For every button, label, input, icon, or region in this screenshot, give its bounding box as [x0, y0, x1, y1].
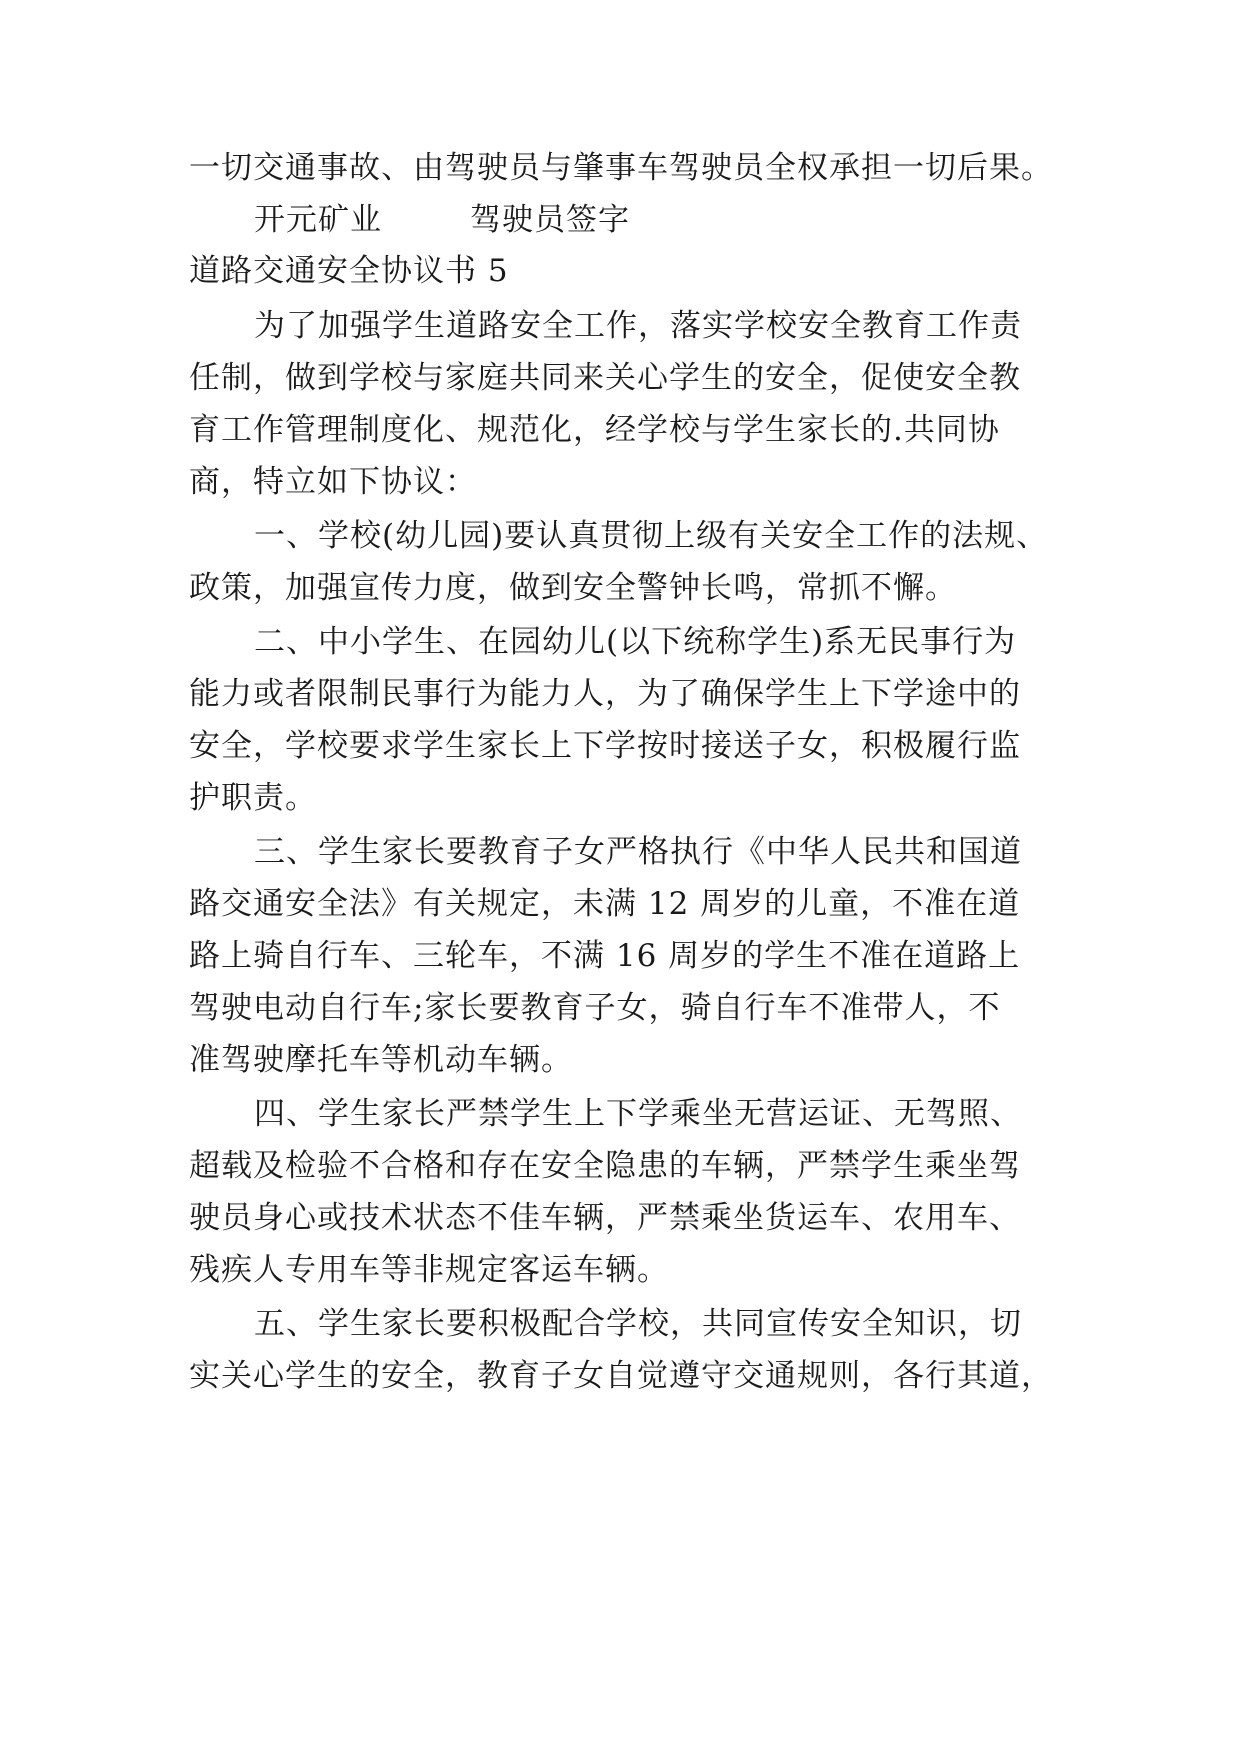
- paragraph-line: 驾驶电动自行车;家长要教育子女，骑自行车不准带人，不: [189, 990, 1001, 1026]
- paragraph-line: 五、学生家长要积极配合学校，共同宣传安全知识，切: [254, 1306, 1022, 1342]
- paragraph-line: 能力或者限制民事行为能力人，为了确保学生上下学途中的: [189, 676, 1021, 712]
- document-heading: 道路交通安全协议书 5: [189, 253, 509, 289]
- paragraph-line: 驶员身心或技术状态不佳车辆，严禁乘坐货运车、农用车、: [189, 1200, 1021, 1236]
- paragraph-line: 任制，做到学校与家庭共同来关心学生的安全，促使安全教: [189, 360, 1021, 396]
- paragraph-line: 护职责。: [189, 780, 317, 816]
- paragraph-line: 四、学生家长严禁学生上下学乘坐无营运证、无驾照、: [254, 1096, 1022, 1132]
- paragraph-line: 安全，学校要求学生家长上下学按时接送子女，积极履行监: [189, 728, 1021, 764]
- signature-company: 开元矿业: [254, 202, 382, 238]
- paragraph-line: 为了加强学生道路安全工作，落实学校安全教育工作责: [254, 308, 1022, 344]
- previous-agreement-tail: 一切交通事故、由驾驶员与肇事车驾驶员全权承担一切后果。: [189, 150, 1053, 186]
- paragraph-line: 育工作管理制度化、规范化，经学校与学生家长的.共同协: [189, 412, 1000, 448]
- paragraph-line: 一、学校(幼儿园)要认真贯彻上级有关安全工作的法规、: [254, 518, 1049, 554]
- paragraph-line: 路交通安全法》有关规定，未满 12 周岁的儿童，不准在道: [189, 886, 1021, 922]
- paragraph-line: 路上骑自行车、三轮车，不满 16 周岁的学生不准在道路上: [189, 938, 1021, 974]
- paragraph-line: 超载及检验不合格和存在安全隐患的车辆，严禁学生乘坐驾: [189, 1148, 1021, 1184]
- paragraph-line: 实关心学生的安全，教育子女自觉遵守交通规则，各行其道，: [189, 1358, 1053, 1394]
- paragraph-line: 残疾人专用车等非规定客运车辆。: [189, 1252, 669, 1288]
- paragraph-line: 三、学生家长要教育子女严格执行《中华人民共和国道: [254, 834, 1022, 870]
- signature-driver-label: 驾驶员签字: [470, 202, 630, 238]
- paragraph-line: 商，特立如下协议：: [189, 464, 477, 500]
- paragraph-line: 二、中小学生、在园幼儿(以下统称学生)系无民事行为: [254, 624, 1017, 660]
- paragraph-line: 政策，加强宣传力度，做到安全警钟长鸣，常抓不懈。: [189, 570, 957, 606]
- paragraph-line: 准驾驶摩托车等机动车辆。: [189, 1042, 573, 1078]
